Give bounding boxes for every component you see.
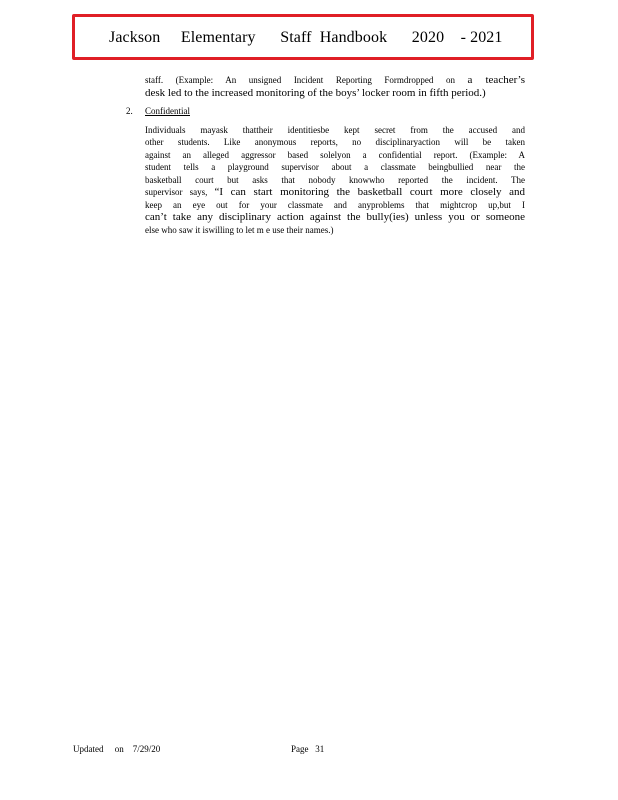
body-line: basketball court but asks that nobody knowwho reported the incident. The bbox=[145, 174, 525, 185]
footer-updated-date: Updated on 7/29/20 bbox=[73, 744, 161, 754]
list-item-body bbox=[145, 124, 525, 237]
continued-line-2: desk led to the increased monitoring of the boys’ locker room in fifth period.) bbox=[145, 86, 486, 99]
page-content bbox=[126, 74, 526, 236]
body-line-quote-start: supervisor says, “I can start monitoring the basketball court more closely and bbox=[145, 186, 526, 198]
list-item-heading: Confidential bbox=[145, 106, 190, 116]
list-item-number: 2. bbox=[126, 106, 133, 116]
body-line: against an alleged aggressor based solelyon a confidential report. (Example: A bbox=[145, 149, 525, 160]
body-line: keep an eye out for your classmate and anyproblems that mightcrop up,but I bbox=[145, 199, 525, 210]
body-line: student tells a playground supervisor about a classmate beingbullied near the bbox=[145, 162, 525, 172]
handbook-title: Jackson Elementary Staff Handbook 2020 - 2021 bbox=[109, 29, 503, 46]
continued-line-1: staff. (Example: An unsigned Incident Reporting Formdropped on a teacher’s bbox=[145, 74, 525, 86]
footer-page-number: Page 31 bbox=[291, 744, 325, 754]
body-line-quote-middle: can’t take any disciplinary action against the bully(ies) unless you or someone bbox=[145, 211, 525, 223]
body-line: other students. Like anonymous reports, no disciplinaryaction will be taken bbox=[145, 137, 525, 147]
body-line-quote-end: else who saw it iswilling to let m e use their names.) bbox=[145, 224, 334, 235]
header-box bbox=[72, 14, 534, 60]
continued-paragraph bbox=[145, 74, 525, 99]
list-item-confidential bbox=[126, 105, 526, 236]
body-line: Individuals mayask thattheir identitiesbe kept secret from the accused and bbox=[145, 124, 525, 135]
